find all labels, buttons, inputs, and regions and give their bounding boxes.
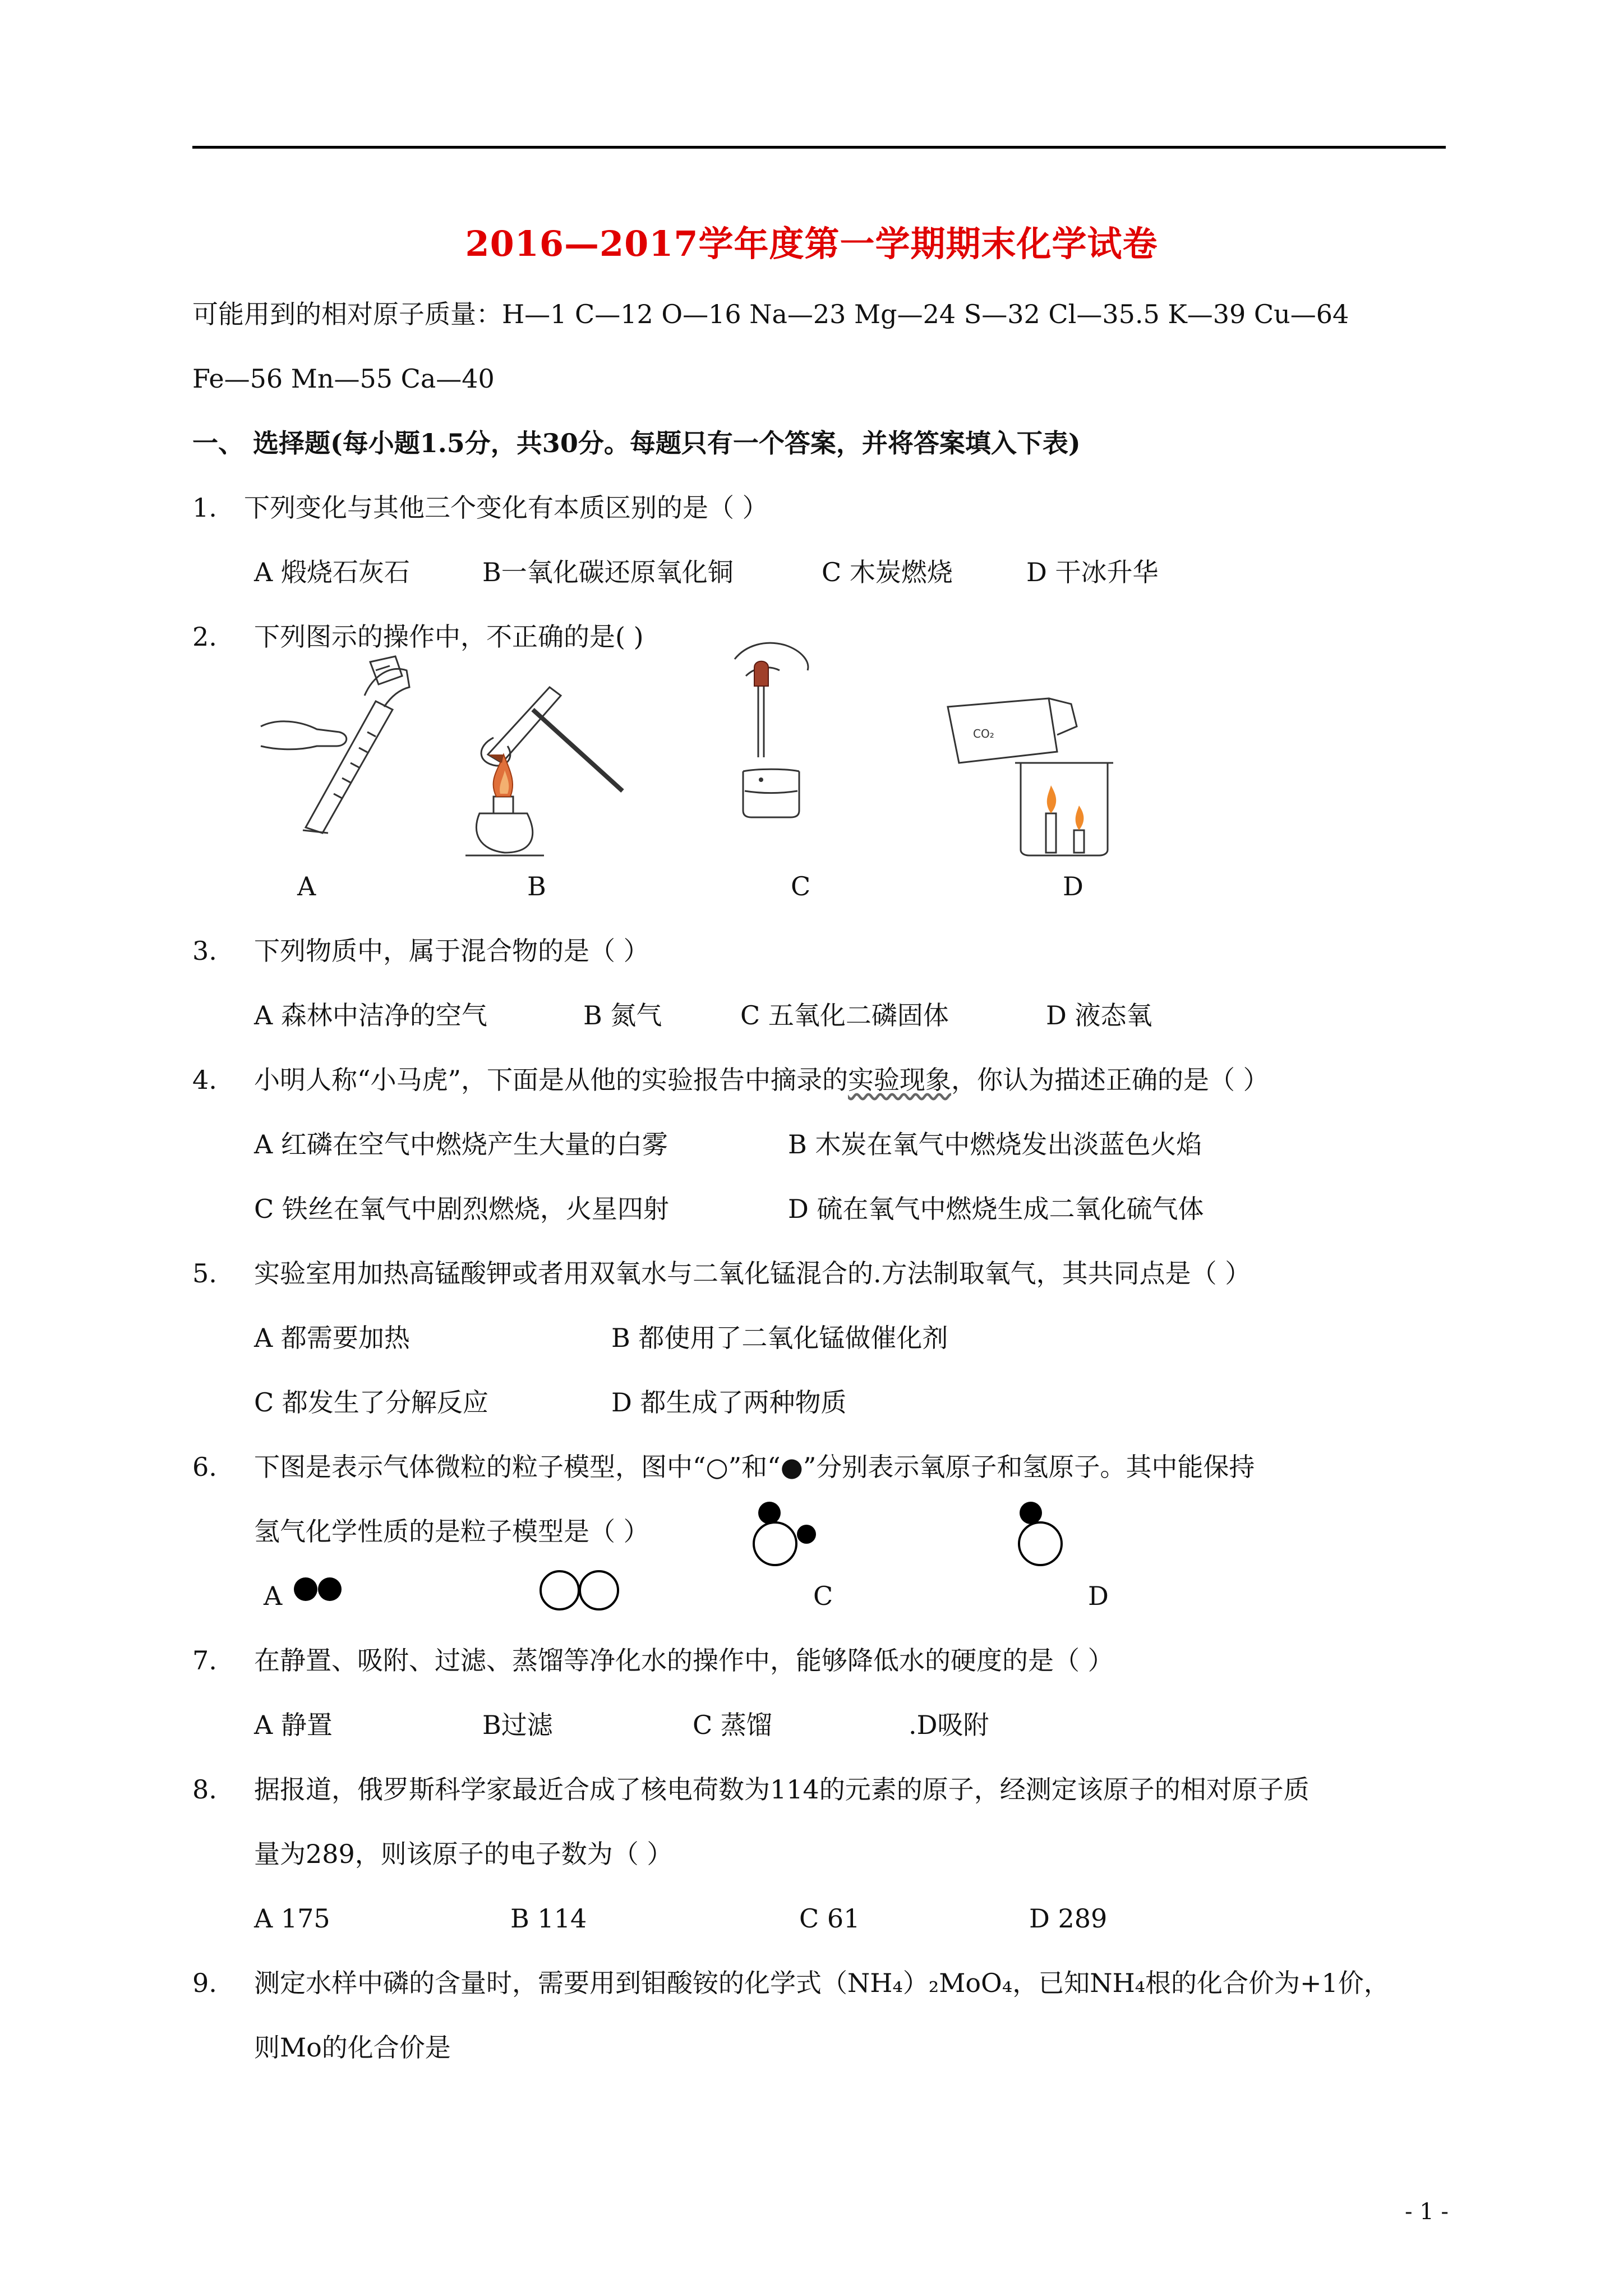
option-c: C 五氧化二磷固体 xyxy=(740,1000,949,1030)
question-number: 5. xyxy=(192,1258,217,1289)
option-c: C 61 xyxy=(799,1903,860,1934)
model-d-oh-molecule xyxy=(1009,1495,1071,1568)
question-number: 6. xyxy=(192,1452,217,1482)
co2-label: CO₂ xyxy=(973,727,994,740)
question-text-line2: 氢气化学性质的是粒子模型是（ ） xyxy=(254,1516,649,1547)
model-label-c: C xyxy=(813,1581,833,1611)
figure-a-measuring-cylinder xyxy=(255,654,418,833)
model-a-hydrogen-molecule xyxy=(292,1575,348,1603)
option-c: C 铁丝在氧气中剧烈燃烧，火星四射 xyxy=(254,1194,669,1224)
option-a: A 都需要加热 xyxy=(254,1323,410,1353)
question-text-line2: 则Mo的化合价是 xyxy=(254,2032,451,2063)
option-d: .D吸附 xyxy=(909,1710,989,1740)
option-b: B 氮气 xyxy=(583,1000,662,1030)
question-text: 在静置、吸附、过滤、蒸馏等净化水的操作中，能够降低水的硬度的是（ ） xyxy=(254,1645,1114,1676)
option-c: C 都发生了分解反应 xyxy=(254,1387,488,1418)
question-number: 1. xyxy=(192,493,217,523)
option-c: C 木炭燃烧 xyxy=(822,557,953,587)
page-title: 2016—2017学年度第一学期期末化学试卷 xyxy=(465,223,1158,264)
question-text-line2: 量为289，则该原子的电子数为（ ） xyxy=(254,1839,673,1869)
question-number: 9. xyxy=(192,1968,217,1998)
figure-label-c: C xyxy=(791,871,811,901)
question-text: 下图是表示气体微粒的粒子模型，图中“○”和“●”分别表示氧原子和氢原子。其中能保持 xyxy=(254,1452,1255,1482)
question-number: 4. xyxy=(192,1065,217,1095)
option-c: C 蒸馏 xyxy=(693,1710,772,1740)
question-text: 下列变化与其他三个变化有本质区别的是（ ） xyxy=(244,493,768,523)
atomic-masses-line1: 可能用到的相对原子质量：H—1 C—12 O—16 Na—23 Mg—24 S—32 Cl—35.5 K—39 Cu—64 xyxy=(192,299,1349,329)
option-b: B 114 xyxy=(510,1903,587,1934)
option-d: D 干冰升华 xyxy=(1026,557,1159,587)
section-heading: 一、 选择题(每小题1.5分，共30分。每题只有一个答案，并将答案填入下表) xyxy=(192,428,1081,458)
question-text: 实验室用加热高锰酸钾或者用双氧水与二氧化锰混合的.方法制取氧气，其共同点是（ ） xyxy=(254,1258,1251,1289)
option-d: D 硫在氧气中燃烧生成二氧化硫气体 xyxy=(788,1194,1204,1224)
figure-b-test-tube-heating xyxy=(454,670,634,861)
question-text: 下列图示的操作中，不正确的是( ) xyxy=(254,622,644,652)
option-a: A 红磷在空气中燃烧产生大量的白雾 xyxy=(254,1129,668,1159)
question-text: 下列物质中，属于混合物的是（ ） xyxy=(254,936,649,966)
atomic-masses-line2: Fe—56 Mn—55 Ca—40 xyxy=(192,364,495,394)
figure-label-d: D xyxy=(1063,871,1083,901)
option-d: D 液态氧 xyxy=(1046,1000,1152,1030)
figure-label-a: A xyxy=(297,871,316,901)
option-a: A 静置 xyxy=(254,1710,333,1740)
figure-label-b: B xyxy=(527,871,546,901)
question-text: 据报道，俄罗斯科学家最近合成了核电荷数为114的元素的原子，经测定该原子的相对原子质 xyxy=(254,1774,1310,1805)
option-d: D 289 xyxy=(1029,1903,1108,1934)
question-number: 8. xyxy=(192,1774,217,1805)
model-label-d: D xyxy=(1088,1581,1109,1611)
question-number: 2. xyxy=(192,622,217,652)
page-number: - 1 - xyxy=(1405,2199,1449,2225)
question-number: 7. xyxy=(192,1645,217,1676)
option-a: A 煅烧石灰石 xyxy=(254,557,410,587)
option-a: A 森林中洁净的空气 xyxy=(254,1000,487,1030)
option-d: D 都生成了两种物质 xyxy=(611,1387,847,1418)
option-b: B 木炭在氧气中燃烧发出淡蓝色火焰 xyxy=(788,1129,1202,1159)
figure-d-co2-candles xyxy=(937,684,1122,858)
question-text: 测定水样中磷的含量时，需要用到钼酸铵的化学式（NH₄）₂MoO₄，已知NH₄根的化合价为+1价， xyxy=(254,1968,1390,1998)
question-number: 3. xyxy=(192,936,217,966)
option-b: B一氧化碳还原氧化铜 xyxy=(482,557,734,587)
model-label-a: A xyxy=(264,1581,283,1611)
header-rule xyxy=(192,146,1446,149)
option-b: B 都使用了二氧化锰做催化剂 xyxy=(611,1323,948,1353)
model-b-oxygen-molecule xyxy=(538,1568,628,1613)
question-text: 小明人称“小马虎”，下面是从他的实验报告中摘录的实验现象，你认为描述正确的是（ ） xyxy=(254,1065,1269,1095)
model-c-water-molecule xyxy=(746,1495,824,1568)
option-a: A 175 xyxy=(254,1903,330,1934)
figure-c-dropper xyxy=(723,637,824,816)
option-b: B过滤 xyxy=(482,1710,553,1740)
